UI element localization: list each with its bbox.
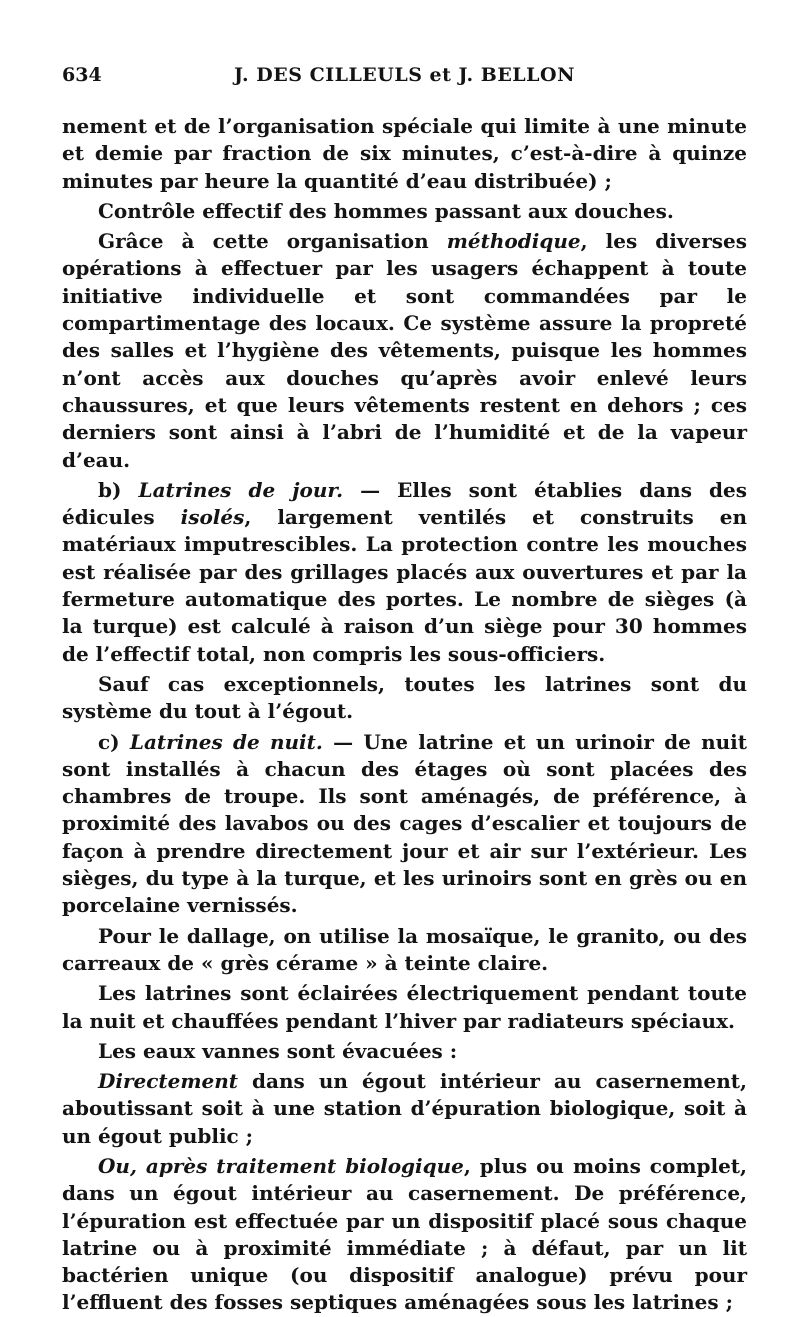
paragraph: Contrôle effectif des hommes passant aux douches. [98, 198, 674, 223]
text-run: , largement ventilés et construits en matériaux imputrescibles. La protection contre les mouches est réalisée par des grillages placés aux ouvertures et par la fermeture automatique des portes. Le nombre de sièges (à la turque) est calculé à raison d’un siège pour 30 hommes de l’effectif total, non compris les sous-officiers. [62, 505, 747, 666]
paragraph [62, 477, 747, 668]
running-title: J. DES CILLEULS et J. BELLON [234, 64, 575, 86]
text-run: , les diverses opérations à effectuer par les usagers échappent à toute initiative individuelle et sont commandées par le compartimentage des locaux. Ce système assure la propreté des salles et l’hygiène des vêtements, puisque les hommes n’ont accès aux douches qu’après avoir enlevé leurs chaussures, et que leurs vêtements restent en dehors ; ces derniers sont ainsi à l’abri de l’humidité et de la vapeur d’eau. [62, 229, 747, 472]
paragraph [62, 729, 747, 920]
text-run: dans un égout intérieur au casernement, aboutissant soit à une station d’épuration biologique, soit à un égout public ; [62, 1069, 747, 1148]
text-run: c) [98, 729, 130, 754]
text-run: — Une latrine et un urinoir de nuit sont installés à chacun des étages où sont placées des chambres de troupe. Ils sont aménagés, de préférence, à proximité des lavabos ou des cages d’escalier et toujours de façon à prendre directement jour et air sur l’extérieur. Les sièges, du type à la turque, et les urinoirs sont en grès ou en porcelaine vernissés. [62, 729, 747, 918]
paragraph: Les eaux vannes sont évacuées : [98, 1038, 458, 1063]
emphasis: Latrines de jour. [138, 477, 344, 502]
emphasis: Latrines de nuit. [129, 729, 323, 754]
emphasis: Ou, après traitement biologique [98, 1153, 464, 1178]
paragraph: Sauf cas exceptionnels, toutes les latrines sont du système du tout à l’égout. [62, 671, 747, 724]
emphasis: isolés [180, 505, 245, 530]
paragraph [62, 228, 747, 474]
emphasis: Directement [98, 1069, 239, 1094]
text-run: Grâce à cette organisation [98, 229, 447, 254]
paragraph: Pour le dallage, on utilise la mosaïque, le granito, ou des carreaux de « grès cérame » à teinte claire. [62, 923, 747, 975]
text-run: , plus ou moins complet, dans un égout intérieur au casernement. De préférence, l’épuration est effectuée par un dispositif placé sous chaque latrine ou à proximité immédiate ; à défaut, par un lit bactérien unique (ou dispositif analogue) prévu pour l’effluent des fosses septiques aménagées sous les latrines ; [62, 1153, 747, 1315]
paragraph [62, 1153, 747, 1317]
emphasis: méthodique [446, 229, 581, 254]
paragraph: nement et de l’organisation spéciale qui limite à une minute et demie par fraction de six minutes, c’est-à-dire à quinze minutes par heure la quantité d’eau distribuée) ; [62, 114, 747, 193]
paragraph [62, 1068, 747, 1150]
text-run: — Elles sont établies dans des édicules [62, 477, 747, 530]
page-number: 634 [62, 64, 102, 86]
body-text [62, 113, 747, 1317]
paragraph: Les latrines sont éclairées électriquement pendant toute la nuit et chauffées pendant l’hiver par radiateurs spéciaux. [62, 981, 747, 1033]
text-run: b) [98, 477, 139, 502]
page-header [62, 64, 747, 92]
